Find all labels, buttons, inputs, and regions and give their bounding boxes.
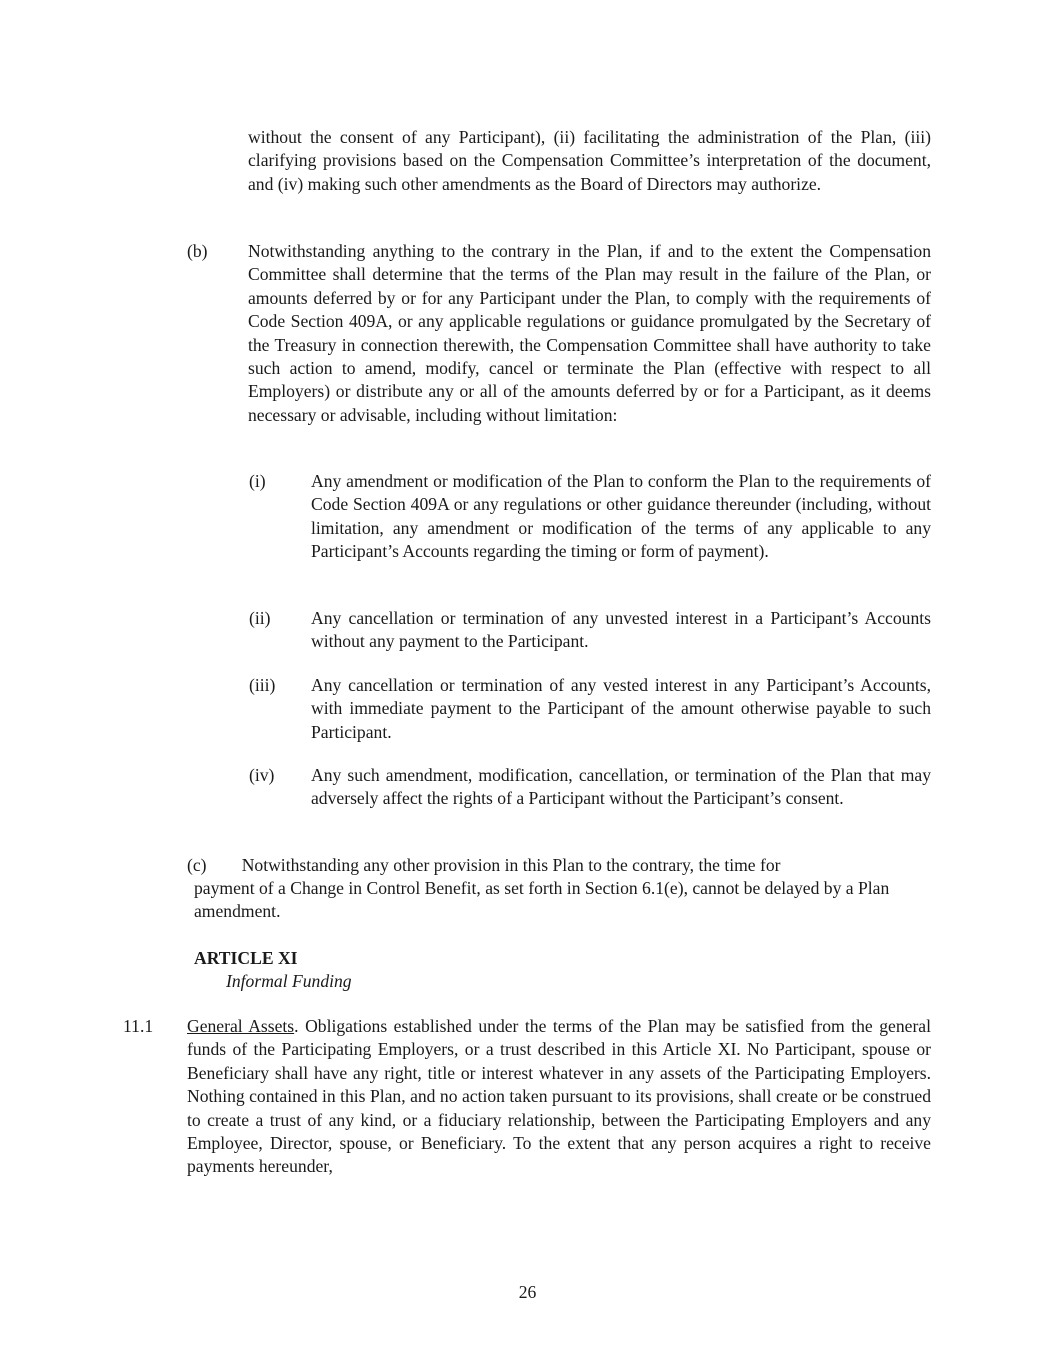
section-11-1-text: . Obligations established under the terms of the Plan may be satisfied from the general funds of the Participating Employers, or a trust described in this Article XI. No Participant, spouse or Beneficiary shall have any right, title or interest whatever in any assets of the Participating Employers. Nothing contained in this Plan, and no action taken pursuant to its provisions, shall create or be construed to create a trust of any kind, or a fiduciary relationship, between the Participating Employers and any Employee, Director, spouse, or Beneficiary. To the extent that any person acquires a right to receive payments hereunder,	[187, 1016, 931, 1177]
article-title: ARTICLE XI	[194, 948, 298, 968]
subitem-i-paragraph: Any amendment or modification of the Plan to conform the Plan to the requirements of Code Section 409A or any regulations or other guidance thereunder (including, without limitation, any amendment or modification of the terms of any applicable to any Participant’s Accounts regarding the timing or form of payment).	[311, 471, 931, 562]
subitem-iii-paragraph: Any cancellation or termination of any vested interest in any Participant’s Accounts, with immediate payment to the Participant of the amount otherwise payable to such Participant.	[311, 675, 931, 742]
subitem-iv-paragraph: Any such amendment, modification, cancellation, or termination of the Plan that may adversely affect the rights of a Participant without the Participant’s consent.	[311, 765, 931, 809]
section-11-1-number: 11.1	[123, 1016, 154, 1036]
section-c-paragraph: payment of a Change in Control Benefit, as set forth in Section 6.1(e), cannot be delayed by a Plan amendment.	[194, 878, 890, 922]
subitem-i-label: (i)	[249, 471, 266, 491]
section-b-paragraph: Notwithstanding anything to the contrary in the Plan, if and to the extent the Compensation Committee shall determine that the terms of the Plan may result in the failure of the Plan, or amounts deferred by or for any Participant under the Plan, to comply with the requirements of Code Section 409A, or any applicable regulations or guidance promulgated by the Secretary of the Treasury in connection therewith, the Compensation Committee shall have authority to take such action to amend, modify, cancel or terminate the Plan (effective with respect to all Employers) or distribute any or all of the amounts deferred by or for a Participant, as it deems necessary or advisable, including without limitation:	[248, 241, 931, 425]
article-subtitle: Informal Funding	[226, 971, 352, 991]
intro-continuation-paragraph: without the consent of any Participant), (ii) facilitating the administration of the Plan, (iii) clarifying provisions based on the Compensation Committee’s interpretation of the document, and (iv) making such other amendments as the Board of Directors may authorize.	[248, 127, 931, 194]
subitem-ii-label: (ii)	[249, 608, 271, 628]
section-11-1-heading: General Assets	[187, 1016, 295, 1036]
subitem-iv-label: (iv)	[249, 765, 275, 785]
section-c-first-line: (c) Notwithstanding any other provision in this Plan to the contrary, the time for	[187, 855, 781, 875]
subitem-ii-paragraph: Any cancellation or termination of any unvested interest in a Participant’s Accounts without any payment to the Participant.	[311, 608, 931, 652]
section-b-label: (b)	[187, 241, 208, 261]
page-number: 26	[518, 1282, 537, 1302]
subitem-iii-label: (iii)	[249, 675, 276, 695]
section-11-1-paragraph	[187, 1015, 931, 1179]
